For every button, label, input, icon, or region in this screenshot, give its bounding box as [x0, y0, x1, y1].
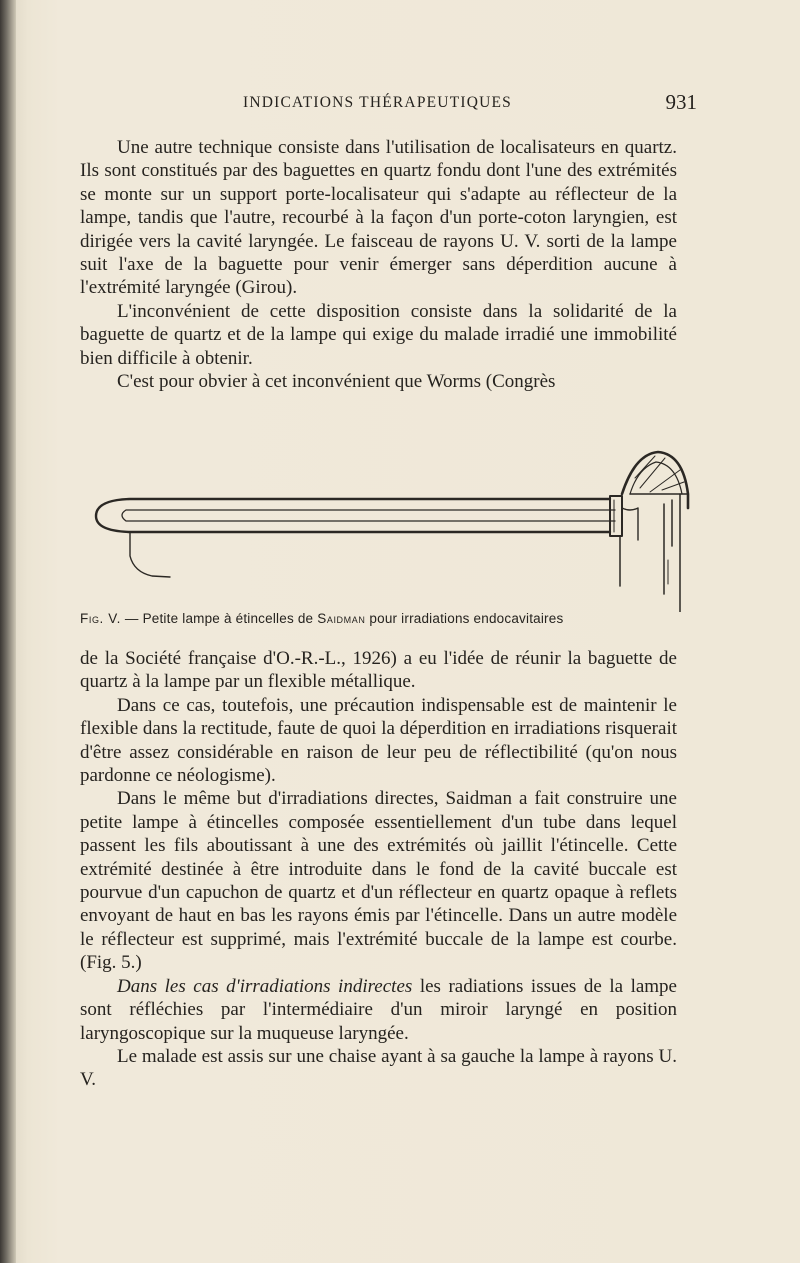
caption-text: — Petite lampe à étincelles de	[120, 611, 318, 626]
paragraph-continued: de la Société française d'O.-R.-L., 1926) a eu l'idée de réunir la baguette de quartz à la lampe par un flexible métallique.	[80, 648, 677, 693]
paragraph	[80, 975, 677, 1045]
caption-text-end: pour irradiations endocavitaires	[365, 611, 564, 626]
figure-label: Fig. V.	[80, 611, 121, 626]
spark-lamp-drawing	[90, 448, 695, 612]
running-head	[243, 90, 697, 114]
page-number: 931	[665, 90, 697, 114]
lamp-tube-outline	[96, 499, 610, 532]
figure-caption	[80, 611, 690, 626]
text-block-top	[80, 136, 677, 393]
lamp-support-rods	[620, 494, 680, 612]
italic-phrase: Dans les cas d'irradiations indirectes	[117, 975, 413, 997]
running-title: INDICATIONS THÉRAPEUTIQUES	[243, 94, 513, 111]
paragraph: C'est pour obvier à cet inconvénient que Worms (Congrès	[117, 371, 556, 393]
caption-author-name: Saidman	[317, 611, 366, 626]
paragraph: Le malade est assis sur une chaise ayant à sa gauche la lampe à rayons U. V.	[80, 1045, 677, 1091]
paragraph: Dans le même but d'irradiations directes, Saidman a fait construire une petite lampe à étincelles composée essentiellement d'un tube dans lequel passent les fils aboutissant à une des extrémités où jaillit l'étincelle. Cette extrémité destinée à être introduite dans le fond de la cavité buccale est pourvue d'un capuchon de quartz et d'un réflecteur en quartz opaque à reflets envoyant de haut en bas les rayons émis par l'étincelle. Dans un autre modèle le réflecteur est supprimé, mais l'extrémité buccale de la lampe est courbe. (Fig. 5.)	[80, 788, 677, 974]
paragraph-rest: les radiations issues de la lampe sont réfléchies par l'intermédiaire d'un miroir laryngé en position laryngoscopique sur la muqueuse laryngée.	[80, 975, 677, 1044]
paragraph: Une autre technique consiste dans l'utilisation de localisateurs en quartz. Ils sont constitués par des baguettes en quartz fondu dont l'une des extrémités se monte sur un support porte-localisateur qui s'adapte au réflecteur de la lampe, tandis que l'autre, recourbé à la façon d'un porte-coton laryngien, est dirigée vers la cavité laryngée. Le faisceau de rayons U. V. sorti de la lampe suit l'axe de la baguette pour venir émerger sans déperdition aucune à l'extrémité laryngée (Girou).	[80, 137, 677, 299]
lamp-head-connector	[610, 496, 622, 536]
paragraph: Dans ce cas, toutefois, une précaution indispensable est de maintenir le flexible dans la rectitude, faute de quoi la déperdition en irradiations risquerait d'être assez considérable en raison de leur peu de réflectibilité (qu'on nous pardonne ce néologisme).	[80, 694, 677, 787]
lamp-tube-inner	[122, 510, 615, 521]
page-binding-edge	[0, 0, 16, 1263]
text-block-bottom	[80, 647, 677, 1092]
paragraph: L'inconvénient de cette disposition consiste dans la solidarité de la baguette de quartz et de la lampe qui exige du malade irradié une immobilité bien difficile à obtenir.	[80, 300, 677, 369]
figure-lamp-illustration	[90, 448, 695, 612]
lamp-lead-wire	[130, 532, 170, 577]
